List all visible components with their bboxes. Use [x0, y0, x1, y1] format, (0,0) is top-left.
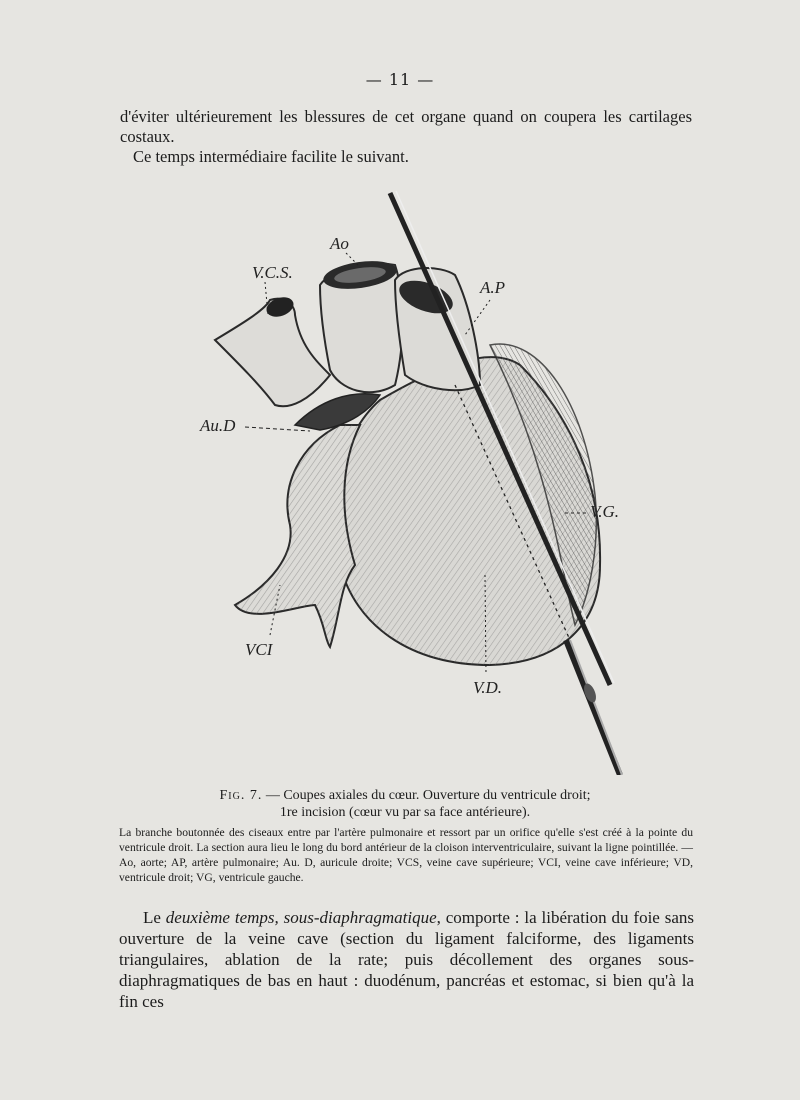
caption-line-2: 1re incision (cœur vu par sa face antérieure). [279, 805, 531, 820]
paragraph-1: d'éviter ultérieurement les blessures de cet organe quand on coupera les cartilages costaux. [120, 107, 692, 146]
paragraph-2: Ce temps intermédiaire facilite le suivant. [133, 147, 409, 166]
label-ap: A.P [480, 278, 506, 297]
figure-number: Fig. 7. [219, 788, 263, 803]
heart-illustration [190, 185, 630, 775]
label-vd: V.D. [473, 678, 502, 697]
label-vcs: V.C.S. [252, 263, 293, 282]
label-vg: V.G. [590, 502, 619, 521]
caption-line-1: — Coupes axiales du cœur. Ouverture du ventricule droit; [265, 788, 591, 803]
figure-legend: La branche boutonnée des ciseaux entre par l'artère pulmonaire et ressort par un orifice qu'elle s'est créé à la pointe du ventricule droit. La section aura lieu le long du bord antérieur de la cloison interventriculaire, suivant la ligne pointillée. — Ao, aorte; AP, artère pulmonaire; Au. D, auricule droite; VCS, veine cave supérieure; VCI, veine cave inférieure; VD, ventricule droit; VG, ventricule gauche. [119, 826, 693, 884]
figure-caption [120, 787, 690, 821]
label-ao: Ao [330, 234, 349, 253]
body-lead: Le [143, 908, 166, 927]
page-number: — 11 — [365, 70, 435, 89]
label-vci: VCI [245, 640, 273, 659]
body-paragraph [119, 907, 694, 1012]
body-emphasis: deuxième temps, sous-diaphragmatique [165, 908, 437, 927]
body-rest: , comporte : la libération du foie sans ouverture de la veine cave (section du ligament falciforme, des ligaments triangulaires, ablation de la rate; puis décollement des organes sous-diaphragmatiques de bas en haut : duodénum, pancréas et estomac, si bien qu'à la fin ces [119, 908, 694, 1011]
label-aud: Au.D [200, 416, 236, 435]
